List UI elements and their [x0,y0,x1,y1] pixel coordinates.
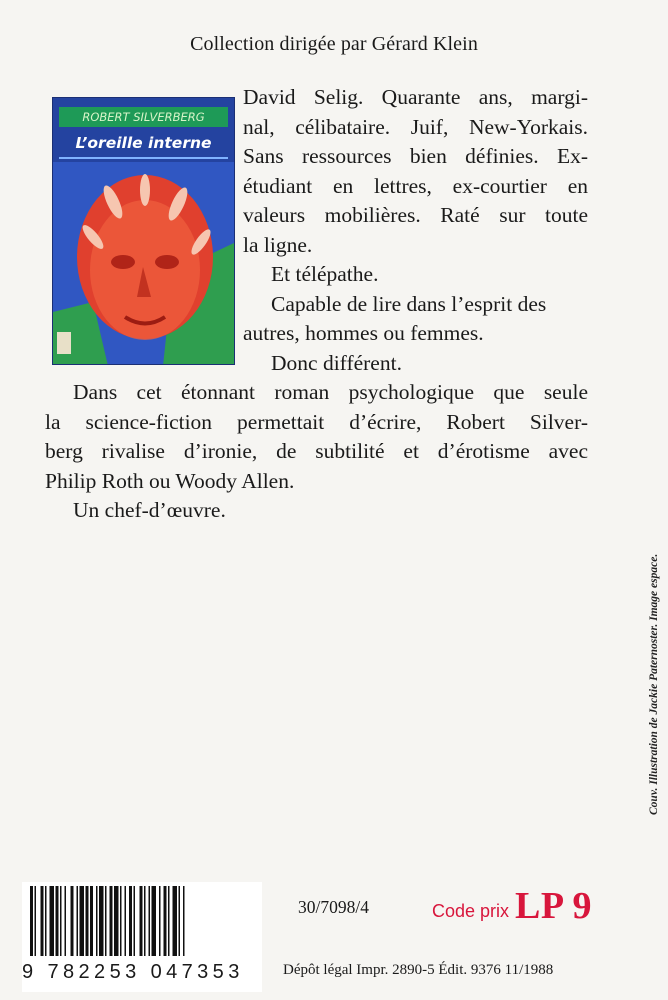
barcode-bar [90,886,93,956]
barcode-bar [45,886,47,956]
barcode-bar [35,886,37,956]
publisher-logo-mark [57,332,71,354]
barcode-bar [183,886,185,956]
cover-illustration [53,162,235,365]
barcode-bar [134,886,136,956]
price-label: Code prix [432,901,510,921]
blurb-line: étudiant en lettres, ex-courtier en [243,173,588,198]
blurb-line: berg rivalise d’ironie, de subtilité et d’érotisme avec [45,439,588,463]
blurb-line: David Selig. Quarante ans, margi- [243,85,588,109]
blurb-beside-image [243,83,588,378]
blurb-line: la ligne. [243,232,313,257]
blurb-line: Et télépathe. [271,262,379,286]
blurb-line: Sans ressources bien définies. Ex- [243,144,588,168]
barcode-bar [149,886,151,956]
barcode-bar [71,886,74,956]
barcode-bar [144,886,146,956]
blurb-full-width [45,378,588,526]
barcode-bar [86,886,89,956]
barcode-digits: 9 782253 047353 [22,961,244,983]
barcode-bar [168,886,170,956]
thumbnail-author: ROBERT SILVERBERG [59,107,228,127]
barcode-bar [110,886,113,956]
barcode-bar [50,886,55,956]
barcode-bar [105,886,107,956]
barcode-bar [99,886,104,956]
legal-deposit: Dépôt légal Impr. 2890-5 Édit. 9376 11/1988 [283,962,554,978]
blurb-line: Philip Roth ou Woody Allen. [45,468,295,493]
barcode-bar [120,886,122,956]
blurb-line: valeurs mobilières. Raté sur toute [243,203,588,227]
thumbnail-title: L’oreille interne [59,129,228,159]
barcode-bar [164,886,167,956]
reference-number: 30/7098/4 [298,897,369,917]
barcode-bar [173,886,178,956]
blurb-line: Capable de lire dans l’esprit des [271,291,547,316]
blurb-line: la science-fiction permettait d’écrire, Robert Silver- [45,409,588,434]
price-code: LP 9 [515,885,592,927]
barcode-bar [129,886,132,956]
barcode-bar [77,886,79,956]
blurb-line: Un chef-d’œuvre. [73,498,226,522]
blurb-line: autres, hommes ou femmes. [243,321,484,345]
barcode-bar [56,886,59,956]
barcode-bar [159,886,161,956]
barcode-bar [140,886,143,956]
barcode-bar [65,886,67,956]
blurb-line: Donc différent. [271,350,402,375]
blurb-line: Dans cet étonnant roman psychologique que seule [73,380,588,404]
barcode-bar [114,886,119,956]
barcode-bar [80,886,85,956]
blurb-line: nal, célibataire. Juif, New-Yorkais. [243,114,588,139]
barcode-bar [152,886,157,956]
barcode-bar [30,886,33,956]
barcode-bar [125,886,127,956]
cover-thumbnail [52,97,235,365]
barcode-bar [41,886,44,956]
barcode-bar [60,886,62,956]
illustration-credit: Couv. Illustration de Jackie Paternoster. Image espace. [648,553,660,815]
collection-line: Collection dirigée par Gérard Klein [190,33,478,55]
barcode-bar [96,886,98,956]
barcode-bar [179,886,181,956]
